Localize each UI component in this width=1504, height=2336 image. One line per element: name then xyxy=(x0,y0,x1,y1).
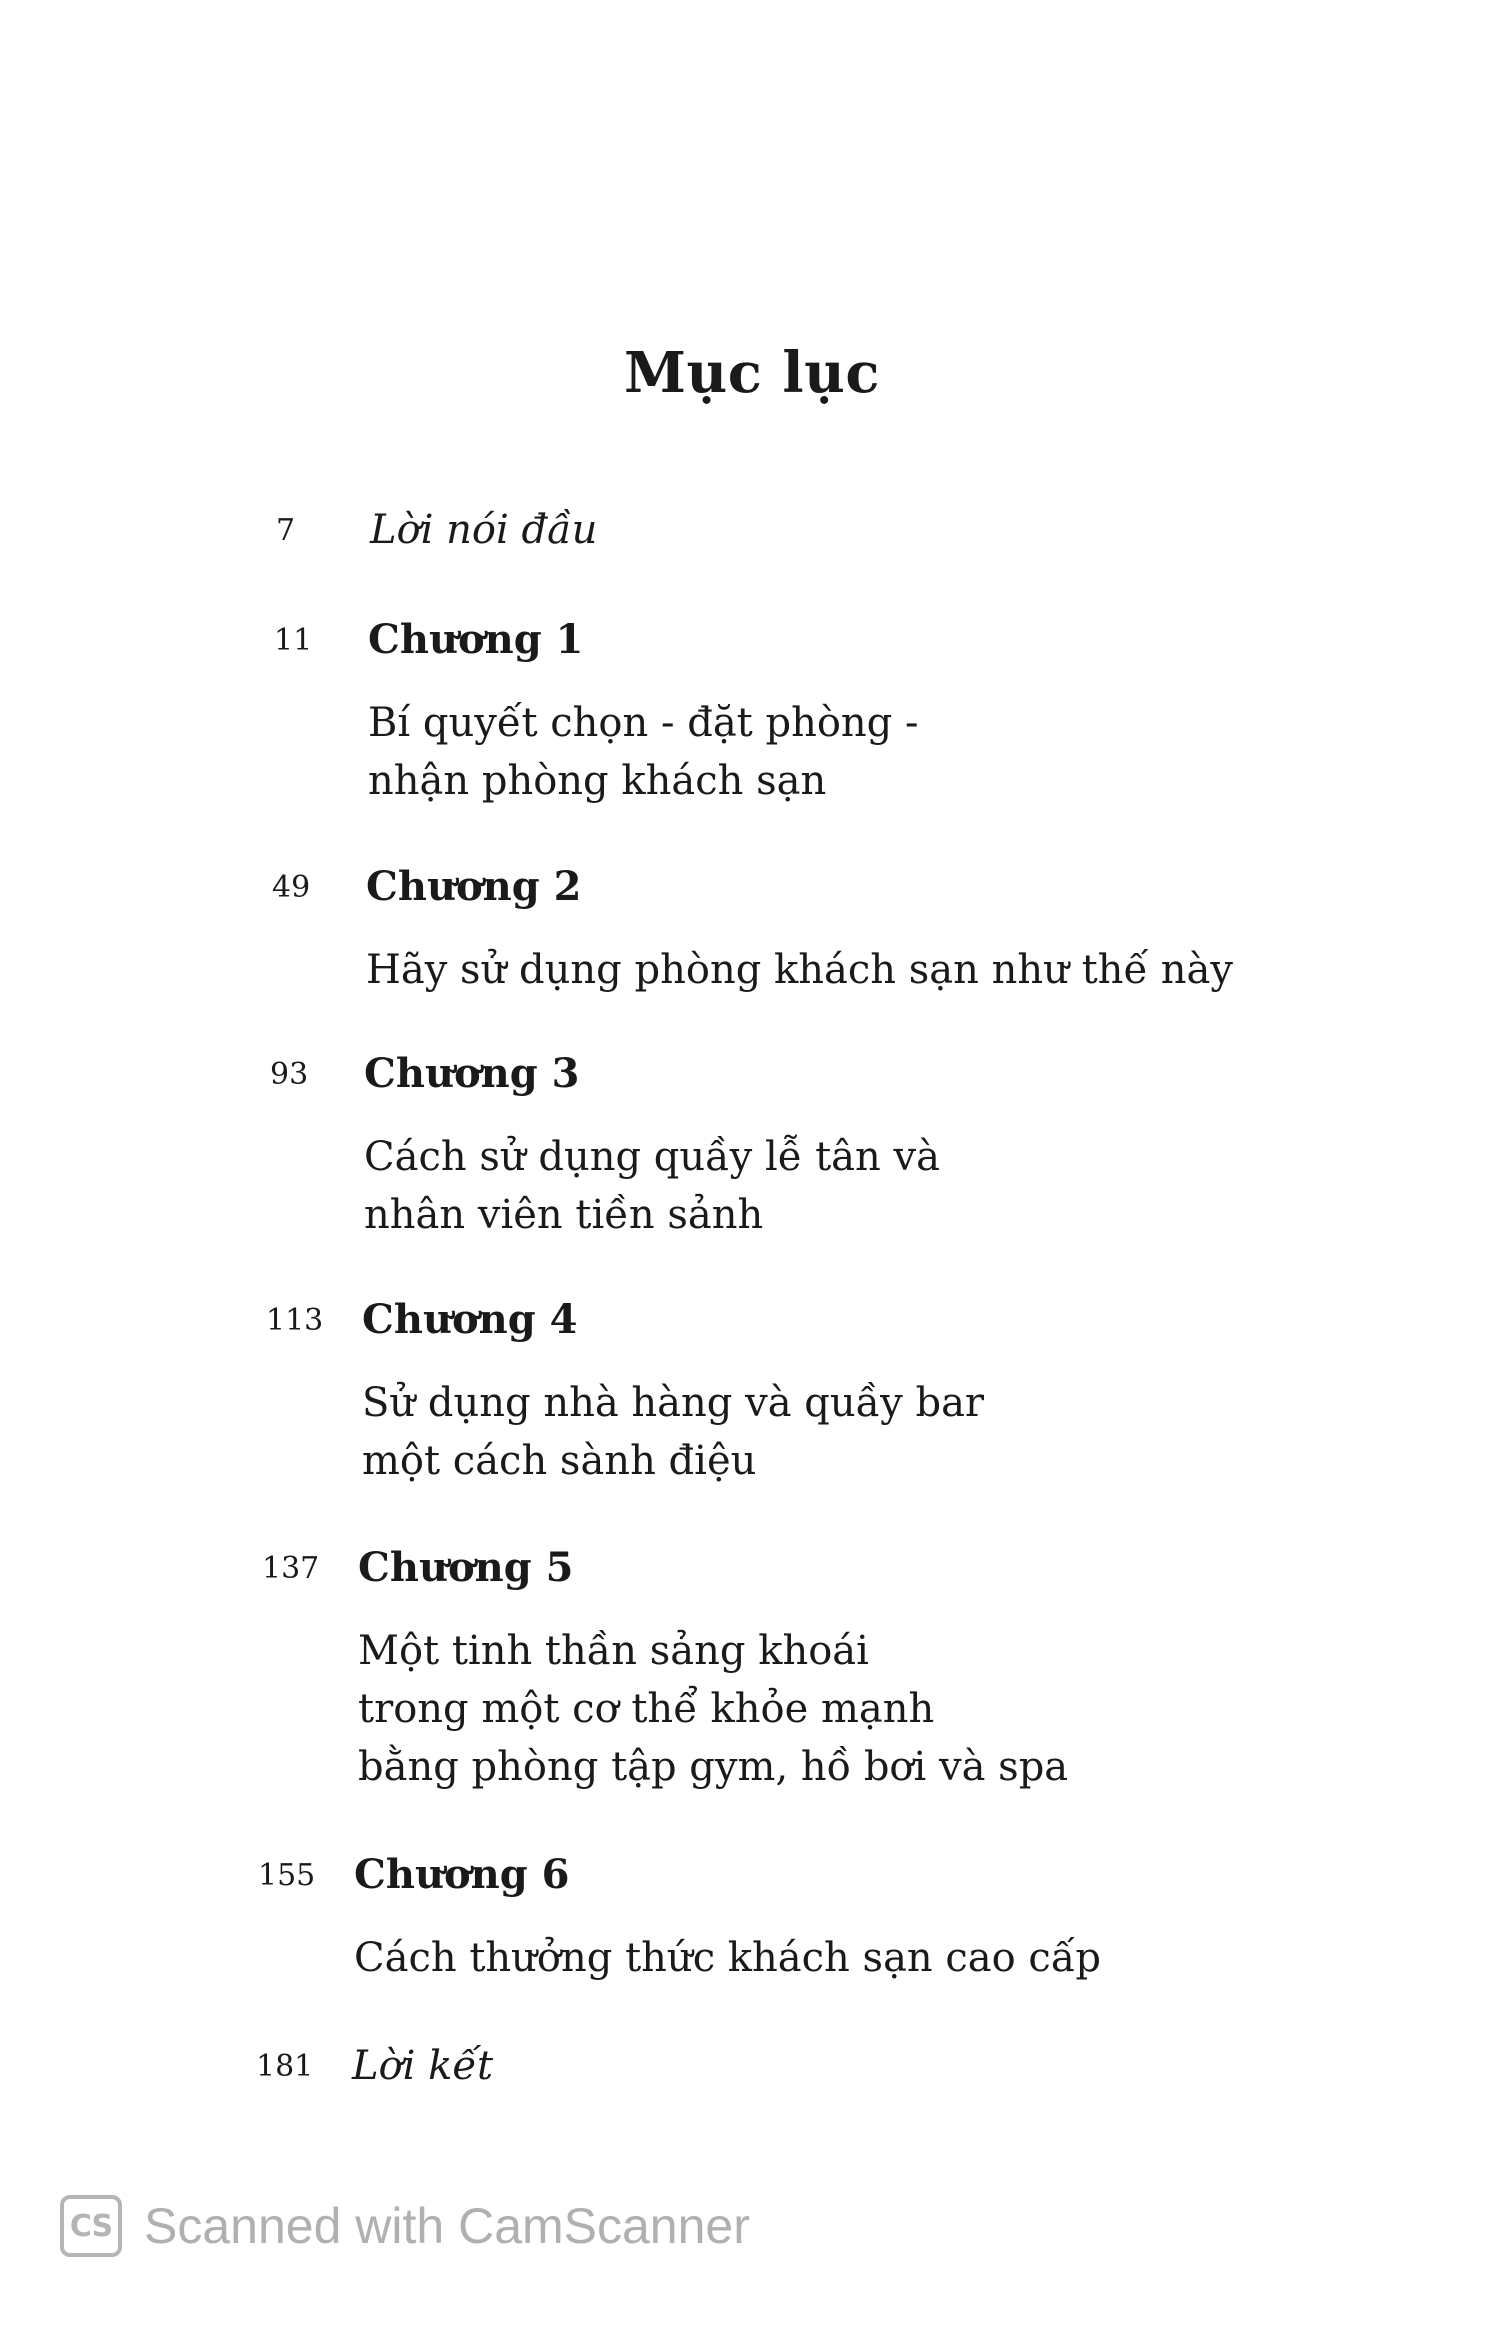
entry-heading: Chương 6 xyxy=(354,1851,570,1898)
entry-body xyxy=(370,500,1350,560)
page-number: 113 xyxy=(266,1303,324,1338)
entry-heading: Chương 1 xyxy=(368,616,584,663)
camscanner-watermark xyxy=(60,2186,750,2266)
entry-line: nhân viên tiền sảnh xyxy=(364,1192,764,1238)
page-title: Mục lục xyxy=(624,340,880,406)
entry-body xyxy=(362,1290,1342,1490)
entry-heading: Chương 2 xyxy=(366,863,582,910)
entry-line: một cách sành điệu xyxy=(362,1438,757,1484)
entry-heading: Chương 4 xyxy=(362,1296,578,1343)
entry-heading: Chương 5 xyxy=(358,1544,574,1591)
entry-heading: Chương 3 xyxy=(364,1050,580,1097)
entry-body xyxy=(354,1845,1334,1987)
entry-line: trong một cơ thể khỏe mạnh xyxy=(358,1686,935,1732)
entry-line: Hãy sử dụng phòng khách sạn như thế này xyxy=(366,947,1233,993)
entry-heading: Lời nói đầu xyxy=(370,507,598,553)
entry-line: Cách sử dụng quầy lễ tân và xyxy=(364,1134,940,1180)
page-number: 155 xyxy=(258,1858,316,1893)
entry-subtitle xyxy=(368,694,1348,810)
entry-body xyxy=(364,1044,1344,1244)
entry-line: Sử dụng nhà hàng và quầy bar xyxy=(362,1380,985,1426)
page-number: 7 xyxy=(276,513,296,548)
entry-body xyxy=(352,2036,1332,2096)
entry-line: Một tinh thần sảng khoái xyxy=(358,1628,869,1674)
entry-line: Cách thưởng thức khách sạn cao cấp xyxy=(354,1935,1101,1981)
page-number: 137 xyxy=(262,1551,320,1586)
entry-body xyxy=(358,1538,1338,1796)
watermark-text: Scanned with CamScanner xyxy=(144,2198,750,2254)
page-number: 93 xyxy=(270,1057,309,1092)
entry-subtitle xyxy=(364,1128,1344,1244)
entry-subtitle xyxy=(358,1622,1338,1796)
page-number: 181 xyxy=(256,2049,314,2084)
page-number: 11 xyxy=(274,623,313,658)
entry-heading: Lời kết xyxy=(352,2043,494,2089)
camscanner-logo-icon: CS xyxy=(60,2195,122,2257)
page-number: 49 xyxy=(272,870,311,905)
entry-subtitle xyxy=(354,1929,1334,1987)
entry-body xyxy=(366,857,1346,999)
entry-subtitle xyxy=(362,1374,1342,1490)
entry-body xyxy=(368,610,1348,810)
entry-line: nhận phòng khách sạn xyxy=(368,758,827,804)
entry-line: Bí quyết chọn - đặt phòng - xyxy=(368,700,919,746)
entry-line: bằng phòng tập gym, hồ bơi và spa xyxy=(358,1744,1069,1790)
entry-subtitle xyxy=(366,941,1346,999)
